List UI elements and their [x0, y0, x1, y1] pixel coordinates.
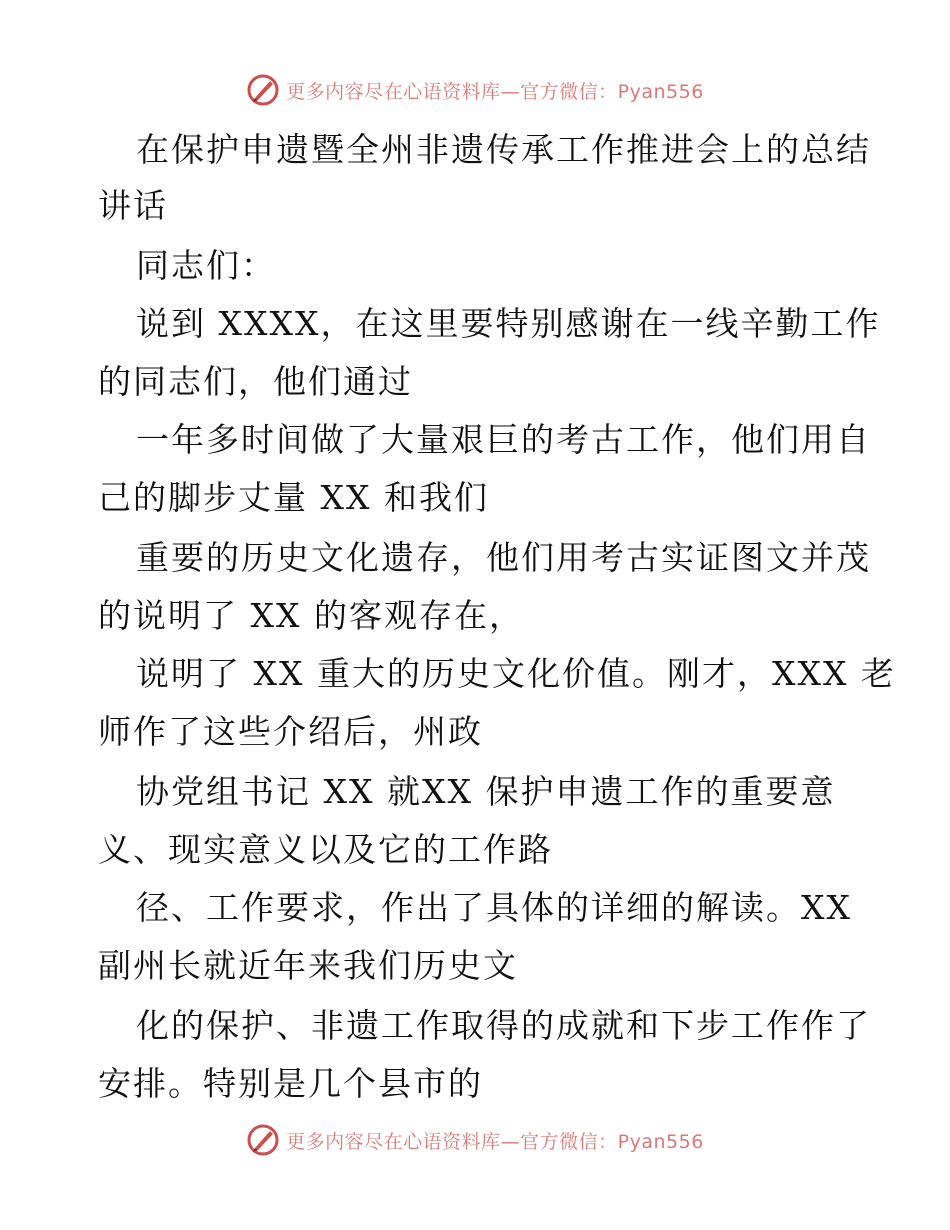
doc-line: 的同志们，他们通过: [98, 362, 413, 401]
feather-pen-logo-icon: [246, 73, 280, 107]
doc-line: 一年多时间做了大量艰巨的考古工作，他们用自: [136, 420, 871, 459]
doc-line: 重要的历史文化遗存，他们用考古实证图文并茂: [136, 538, 871, 577]
doc-line: 己的脚步丈量 XX 和我们: [98, 478, 489, 517]
footer-watermark: [0, 1120, 950, 1160]
doc-line: 径、工作要求，作出了具体的详细的解读。XX: [136, 888, 852, 927]
feather-pen-logo-icon: [246, 1123, 280, 1157]
doc-line: 的说明了 XX 的客观存在，: [98, 596, 524, 635]
doc-salutation: 同志们：: [136, 246, 276, 285]
doc-title-line-2: 讲话: [98, 186, 168, 225]
doc-line: 师作了这些介绍后，州政: [98, 712, 483, 751]
watermark-text: 更多内容尽在心语资料库—官方微信：Pyan556: [286, 1130, 704, 1153]
doc-line: 化的保护、非遗工作取得的成就和下步工作作了: [136, 1006, 871, 1045]
doc-line: 说明了 XX 重大的历史文化价值。刚才，XXX 老: [136, 654, 896, 693]
doc-line: 义、现实意义以及它的工作路: [98, 830, 553, 869]
doc-line: 副州长就近年来我们历史文: [98, 946, 518, 985]
doc-line: 协党组书记 XX 就XX 保护申遗工作的重要意: [136, 772, 836, 811]
doc-line: 说到 XXXX，在这里要特别感谢在一线辛勤工作: [136, 304, 881, 343]
doc-title-line-1: 在保护申遗暨全州非遗传承工作推进会上的总结: [136, 130, 871, 169]
doc-line: 安排。特别是几个县市的: [98, 1064, 483, 1103]
watermark-text: 更多内容尽在心语资料库—官方微信：Pyan556: [286, 80, 704, 103]
header-watermark: [0, 70, 950, 110]
